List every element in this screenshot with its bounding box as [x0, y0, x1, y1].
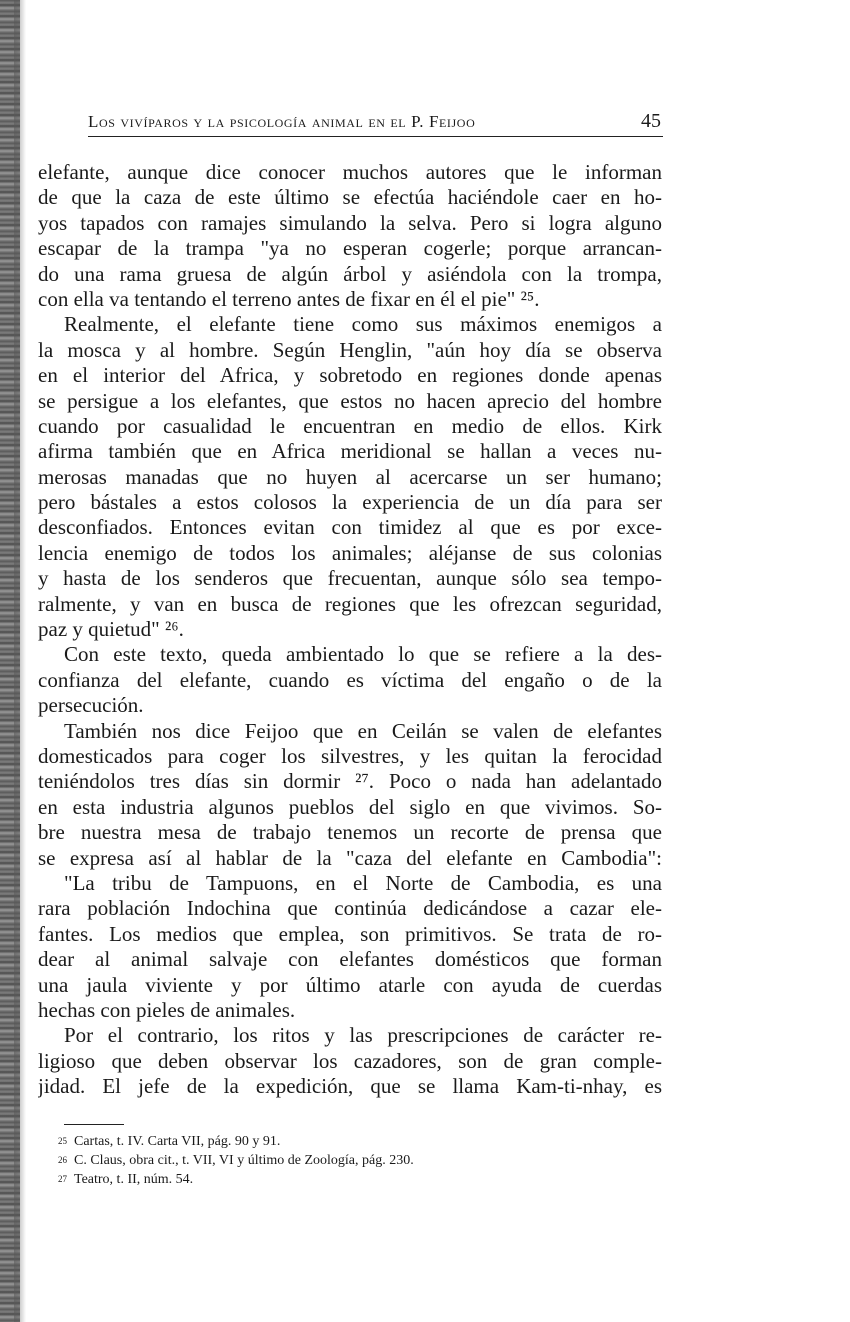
text-line: Realmente, el elefante tiene como sus máximos enemigos a	[64, 312, 662, 337]
text-line: se expresa así al hablar de la "caza del elefante en Cambodia":	[38, 845, 662, 870]
footnote-text: Teatro, t. II, núm. 54.	[74, 1172, 194, 1187]
page-number: 45	[641, 110, 661, 132]
text-line: elefante, aunque dice conocer muchos autores que le informan	[38, 160, 662, 184]
page-header	[88, 108, 663, 137]
footnote	[58, 1132, 658, 1151]
footnote	[58, 1170, 658, 1189]
text-line: hechas con pieles de animales.	[38, 997, 296, 1022]
text-line: do una rama gruesa de algún árbol y asiéndola con la trompa,	[38, 261, 662, 286]
text-line: rara población Indochina que continúa dedicándose a cazar ele-	[38, 896, 662, 921]
body-text	[38, 160, 662, 1099]
text-line: ligioso que deben observar los cazadores, son de gran comple-	[38, 1048, 662, 1073]
text-line: yos tapados con ramajes simulando la selva. Pero si logra alguno	[38, 210, 662, 235]
running-title: Los vivíparos y la psicología animal en el P. Feijoo	[88, 112, 476, 131]
text-line: merosas manadas que no huyen al acercarse un ser humano;	[38, 464, 662, 489]
text-line: de que la caza de este último se efectúa haciéndole caer en ho-	[38, 185, 662, 210]
text-line: fantes. Los medios que emplea, son primitivos. Se trata de ro-	[38, 921, 662, 946]
footnotes	[58, 1132, 658, 1189]
text-line: desconfiados. Entonces evitan con timidez al que es por exce-	[38, 515, 662, 540]
footnote	[58, 1151, 658, 1170]
text-line: una jaula viviente y por último atarle con ayuda de cuerdas	[38, 972, 662, 997]
footnote-mark: 27	[58, 1174, 67, 1184]
text-line: en el interior del Africa, y sobretodo en regiones donde apenas	[38, 363, 662, 388]
footnote-divider	[64, 1124, 124, 1125]
text-line: lencia enemigo de todos los animales; aléjanse de sus colonias	[38, 540, 662, 565]
page-binding-edge	[0, 0, 20, 1322]
text-line: Por el contrario, los ritos y las prescripciones de carácter re-	[64, 1023, 662, 1048]
text-line: escapar de la trampa "ya no esperan cogerle; porque arrancan-	[38, 236, 662, 261]
text-line: con ella va tentando el terreno antes de fixar en él el pie" ²⁵.	[38, 286, 540, 311]
text-line: pero bástales a estos colosos la experiencia de un día para ser	[38, 490, 662, 515]
text-line: confianza del elefante, cuando es víctima del engaño o de la	[38, 667, 662, 692]
text-line: afirma también que en Africa meridional se hallan a veces nu-	[38, 439, 662, 464]
text-line: domesticados para coger los silvestres, y les quitan la ferocidad	[38, 743, 662, 768]
text-line: cuando por casualidad le encuentran en medio de ellos. Kirk	[38, 413, 662, 438]
text-line: paz y quietud" ²⁶.	[38, 617, 184, 642]
footnote-text: Cartas, t. IV. Carta VII, pág. 90 y 91.	[74, 1134, 281, 1149]
text-line: persecución.	[38, 693, 144, 718]
text-line: jidad. El jefe de la expedición, que se llama Kam-ti-nhay, es	[38, 1074, 662, 1099]
text-line: Con este texto, queda ambientado lo que se refiere a la des-	[64, 642, 662, 667]
text-line: dear al animal salvaje con elefantes domésticos que forman	[38, 947, 662, 972]
footnote-text: C. Claus, obra cit., t. VII, VI y último de Zoología, pág. 230.	[74, 1153, 414, 1168]
text-line: bre nuestra mesa de trabajo tenemos un recorte de prensa que	[38, 820, 662, 845]
text-line: la mosca y al hombre. Según Henglin, "aún hoy día se observa	[38, 337, 662, 362]
text-line: se persigue a los elefantes, que estos no hacen aprecio del hombre	[38, 388, 662, 413]
text-line: en esta industria algunos pueblos del siglo en que vivimos. So-	[38, 794, 662, 819]
text-line: "La tribu de Tampuons, en el Norte de Cambodia, es una	[64, 870, 662, 895]
text-line: y hasta de los senderos que frecuentan, aunque sólo sea tempo-	[38, 566, 662, 591]
footnote-mark: 26	[58, 1155, 67, 1165]
footnote-mark: 25	[58, 1136, 67, 1146]
text-line: teniéndolos tres días sin dormir ²⁷. Poco o nada han adelantado	[38, 769, 662, 794]
text-line: ralmente, y van en busca de regiones que les ofrezcan seguridad,	[38, 591, 662, 616]
text-line: También nos dice Feijoo que en Ceilán se valen de elefantes	[64, 718, 662, 743]
